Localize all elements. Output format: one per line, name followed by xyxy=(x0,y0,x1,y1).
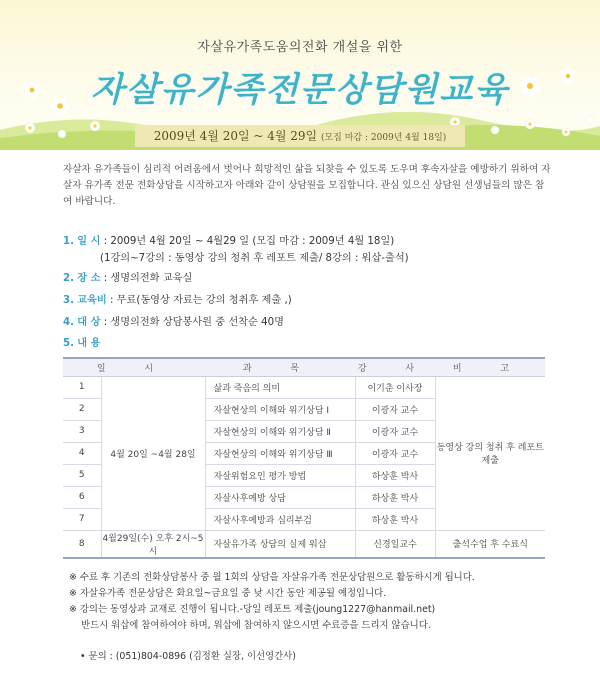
row-subject: 자살현상의 이해와 위기상담 Ⅲ xyxy=(205,442,355,464)
row-subject: 자살현상의 이해와 위기상담 Ⅱ xyxy=(205,420,355,442)
period-text: 2009년 4월 20일 ~ 4월 29일 xyxy=(153,129,318,143)
note-line: ※ 강의는 동영상과 교재로 진행이 됩니다.-당일 레포트 제출(joung1227@hanmail.net) xyxy=(69,604,436,615)
row-subject: 삶과 죽음의 의미 xyxy=(205,376,355,398)
period-bar xyxy=(135,125,465,147)
row-date: 4월29일(수) 오후 2시~5시 xyxy=(101,530,205,558)
info-date-label: 일 시 xyxy=(77,236,101,247)
intro-paragraph: 자살자 유가족들이 심리적 어려움에서 벗어나 희망적인 삶을 되찾을 수 있도록 도우며 후속자살을 예방하기 위하여 자살자 유가족 전문 전화상담을 시작하고자 아래와 같이 상담원을 모집합니다. 관심 있으신 상담원 선생님들의 많은 참여 바랍니다. xyxy=(63,164,551,207)
row-lecturer: 이광자 교수 xyxy=(355,398,435,420)
table-row xyxy=(63,376,545,398)
row-lecturer: 하상훈 박사 xyxy=(355,486,435,508)
note-line: 반드시 워삽에 참여하여야 하며, 워삽에 참여하지 않으시면 수료증을 드리지 않습니다. xyxy=(81,620,431,631)
info-fee-value: : 무료(동영상 자료는 강의 청취후 제출 ,) xyxy=(110,295,292,306)
info-date-sub: (1강의~7강의 : 동영상 강의 청취 후 레포트 제출/ 8강의 : 워삽-출석) xyxy=(100,253,409,264)
info-fee-label: 교육비 xyxy=(77,295,107,306)
info-target-value: : 생명의전화 상담봉사원 중 선착순 40명 xyxy=(103,317,284,328)
row-number: 8 xyxy=(63,530,101,558)
row-subject: 자살위험요인 평가 방법 xyxy=(205,464,355,486)
row-lecturer: 하상훈 박사 xyxy=(355,508,435,530)
schedule-table xyxy=(63,357,545,559)
banner-title: 자살유가족전문상담원교육 xyxy=(90,70,510,110)
row-number: 1 xyxy=(63,376,101,398)
info-content-label: 내 용 xyxy=(77,338,101,349)
info-content xyxy=(63,334,543,349)
note-line: ※ 자살유가족 전문상담은 화요일~금요일 중 낮 시간 동안 제공될 예정입니다. xyxy=(69,588,387,599)
row-subject: 자살사후예방과 심리부검 xyxy=(205,508,355,530)
row-subject: 자살사후예방 상담 xyxy=(205,486,355,508)
header-subject: 과 목 xyxy=(205,358,355,376)
row-remark: 동영상 강의 청취 후 레포트제출 xyxy=(435,376,545,530)
info-place-value: : 생명의전화 교육실 xyxy=(103,273,193,284)
row-number: 3 xyxy=(63,420,101,442)
info-target xyxy=(63,313,543,328)
info-date xyxy=(63,232,543,247)
info-place-number: 2. xyxy=(63,273,74,284)
row-remark: 출석수업 후 수료식 xyxy=(435,530,545,558)
row-lecturer: 이기춘 이사장 xyxy=(355,376,435,398)
info-fee-number: 3. xyxy=(63,295,74,306)
info-target-number: 4. xyxy=(63,317,74,328)
period-note: (모집 마감 : 2009년 4월 18일) xyxy=(320,133,447,143)
info-fee xyxy=(63,291,543,306)
row-number: 2 xyxy=(63,398,101,420)
info-target-label: 대 상 xyxy=(77,317,101,328)
note-line: ※ 수료 후 기존의 전화상담봉사 중 월 1회의 상담을 자살유가족 전문상담원으로 활동하시게 됩니다. xyxy=(69,572,475,583)
row-lecturer: 이광자 교수 xyxy=(355,442,435,464)
row-lecturer: 하상훈 박사 xyxy=(355,464,435,486)
header-remark: 비 고 xyxy=(435,358,545,376)
table-header-row xyxy=(63,358,545,376)
info-place-label: 장 소 xyxy=(77,273,101,284)
row-subject: 자살유가족 상담의 실제 워삽 xyxy=(205,530,355,558)
row-lecturer: 이광자 교수 xyxy=(355,420,435,442)
row-number: 4 xyxy=(63,442,101,464)
row-number: 5 xyxy=(63,464,101,486)
info-date-number: 1. xyxy=(63,236,74,247)
banner-subtitle: 자살유가족도움의전화 개설을 위한 xyxy=(197,40,403,55)
row-subject: 자살현상의 이해와 위기상담 Ⅰ xyxy=(205,398,355,420)
row-number: 6 xyxy=(63,486,101,508)
header-date: 일 시 xyxy=(63,358,205,376)
header-banner xyxy=(0,0,600,150)
table-row-last xyxy=(63,530,545,558)
info-date-value: : 2009년 4월 20일 ~ 4월29 일 (모집 마감 : 2009년 4월 18일) xyxy=(103,236,395,247)
row-lecturer: 신경일교수 xyxy=(355,530,435,558)
row-date-range: 4월 20일 ~4월 28일 xyxy=(101,376,205,530)
info-content-number: 5. xyxy=(63,338,74,349)
info-place xyxy=(63,269,543,284)
contact-info: • 문의 : (051)804-0896 (김정환 실장, 이선영간사) xyxy=(80,651,296,662)
notes-section xyxy=(69,570,549,634)
header-lecturer: 강 사 xyxy=(355,358,435,376)
row-number: 7 xyxy=(63,508,101,530)
